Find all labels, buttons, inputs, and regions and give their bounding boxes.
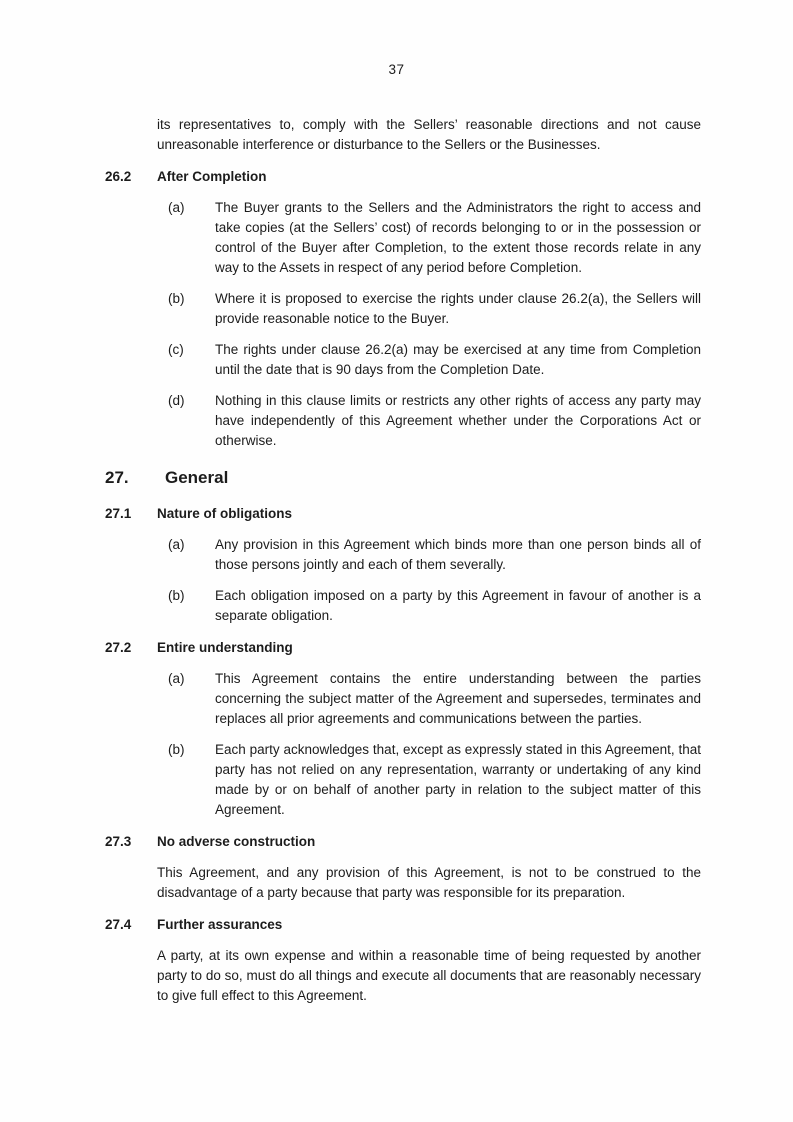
list-item (168, 289, 701, 329)
clause-number: 27. (105, 468, 129, 487)
list-item (168, 535, 701, 575)
clause-27-4 (0, 915, 793, 1006)
item-label: (a) (168, 537, 185, 552)
intro-paragraph: its representatives to, comply with the Sellers’ reasonable directions and not cause unreasonable interference or disturbance to the Sellers or the Businesses. (157, 117, 701, 152)
item-text: Each obligation imposed on a party by this Agreement in favour of another is a separate obligation. (215, 588, 701, 623)
item-text: Each party acknowledges that, except as expressly stated in this Agreement, that party has not relied on any representation, warranty or undertaking of any kind made by or on behalf of another party in relation to the subject matter of this Agreement. (215, 742, 701, 817)
clause-number: 27.3 (105, 834, 132, 849)
clause-heading-row (105, 504, 701, 524)
item-text: The rights under clause 26.2(a) may be exercised at any time from Completion until the date that is 90 days from the Completion Date. (215, 342, 701, 377)
clause-26-2 (0, 167, 793, 451)
item-text: Where it is proposed to exercise the rights under clause 26.2(a), the Sellers will provide reasonable notice to the Buyer. (215, 291, 701, 326)
item-label: (a) (168, 200, 185, 215)
clause-number: 26.2 (105, 169, 132, 184)
clause-27 (0, 467, 793, 489)
clause-heading-row (105, 915, 701, 935)
clause-heading-row (105, 467, 701, 489)
clause-27-3 (0, 832, 793, 903)
item-label: (a) (168, 671, 185, 686)
list-item (168, 669, 701, 729)
item-label: (b) (168, 742, 185, 757)
clause-title: After Completion (157, 169, 267, 184)
list-item (168, 586, 701, 626)
item-label: (b) (168, 588, 185, 603)
clause-heading-row (105, 832, 701, 852)
item-label: (b) (168, 291, 185, 306)
list-item (168, 198, 701, 278)
clause-27-2 (0, 638, 793, 820)
clause-heading-row (105, 167, 701, 187)
clause-number: 27.1 (105, 506, 132, 521)
list-item (168, 391, 701, 451)
clause-title: No adverse construction (157, 834, 316, 849)
list-item (168, 340, 701, 380)
clause-heading-row (105, 638, 701, 658)
item-text: The Buyer grants to the Sellers and the Administrators the right to access and take copies (at the Sellers’ cost) of records belonging to or in the possession or control of the Buyer after Completion, to the extent those records relate in any way to the Assets in respect of any period before Completion. (215, 200, 701, 275)
item-label: (c) (168, 342, 184, 357)
clause-title: General (165, 468, 229, 487)
clause-paragraph: This Agreement, and any provision of this Agreement, is not to be construed to the disadvantage of a party because that party was responsible for its preparation. (157, 865, 701, 900)
clause-title: Further assurances (157, 917, 283, 932)
page-number: 37 (388, 62, 405, 77)
item-text: Nothing in this clause limits or restricts any other rights of access any party may have independently of this Agreement whether under the Corporations Act or otherwise. (215, 393, 701, 448)
item-label: (d) (168, 393, 185, 408)
clause-title: Entire understanding (157, 640, 293, 655)
item-text: Any provision in this Agreement which binds more than one person binds all of those persons jointly and each of them severally. (215, 537, 701, 572)
clause-27-1 (0, 504, 793, 626)
clause-title: Nature of obligations (157, 506, 292, 521)
clause-number: 27.2 (105, 640, 132, 655)
list-item (168, 740, 701, 820)
clause-paragraph: A party, at its own expense and within a reasonable time of being requested by another party to do so, must do all things and execute all documents that are reasonably necessary to give full effect to this Agreement. (157, 948, 701, 1003)
item-text: This Agreement contains the entire understanding between the parties concerning the subject matter of the Agreement and supersedes, terminates and replaces all prior agreements and communications between the parties. (215, 671, 701, 726)
clause-number: 27.4 (105, 917, 132, 932)
